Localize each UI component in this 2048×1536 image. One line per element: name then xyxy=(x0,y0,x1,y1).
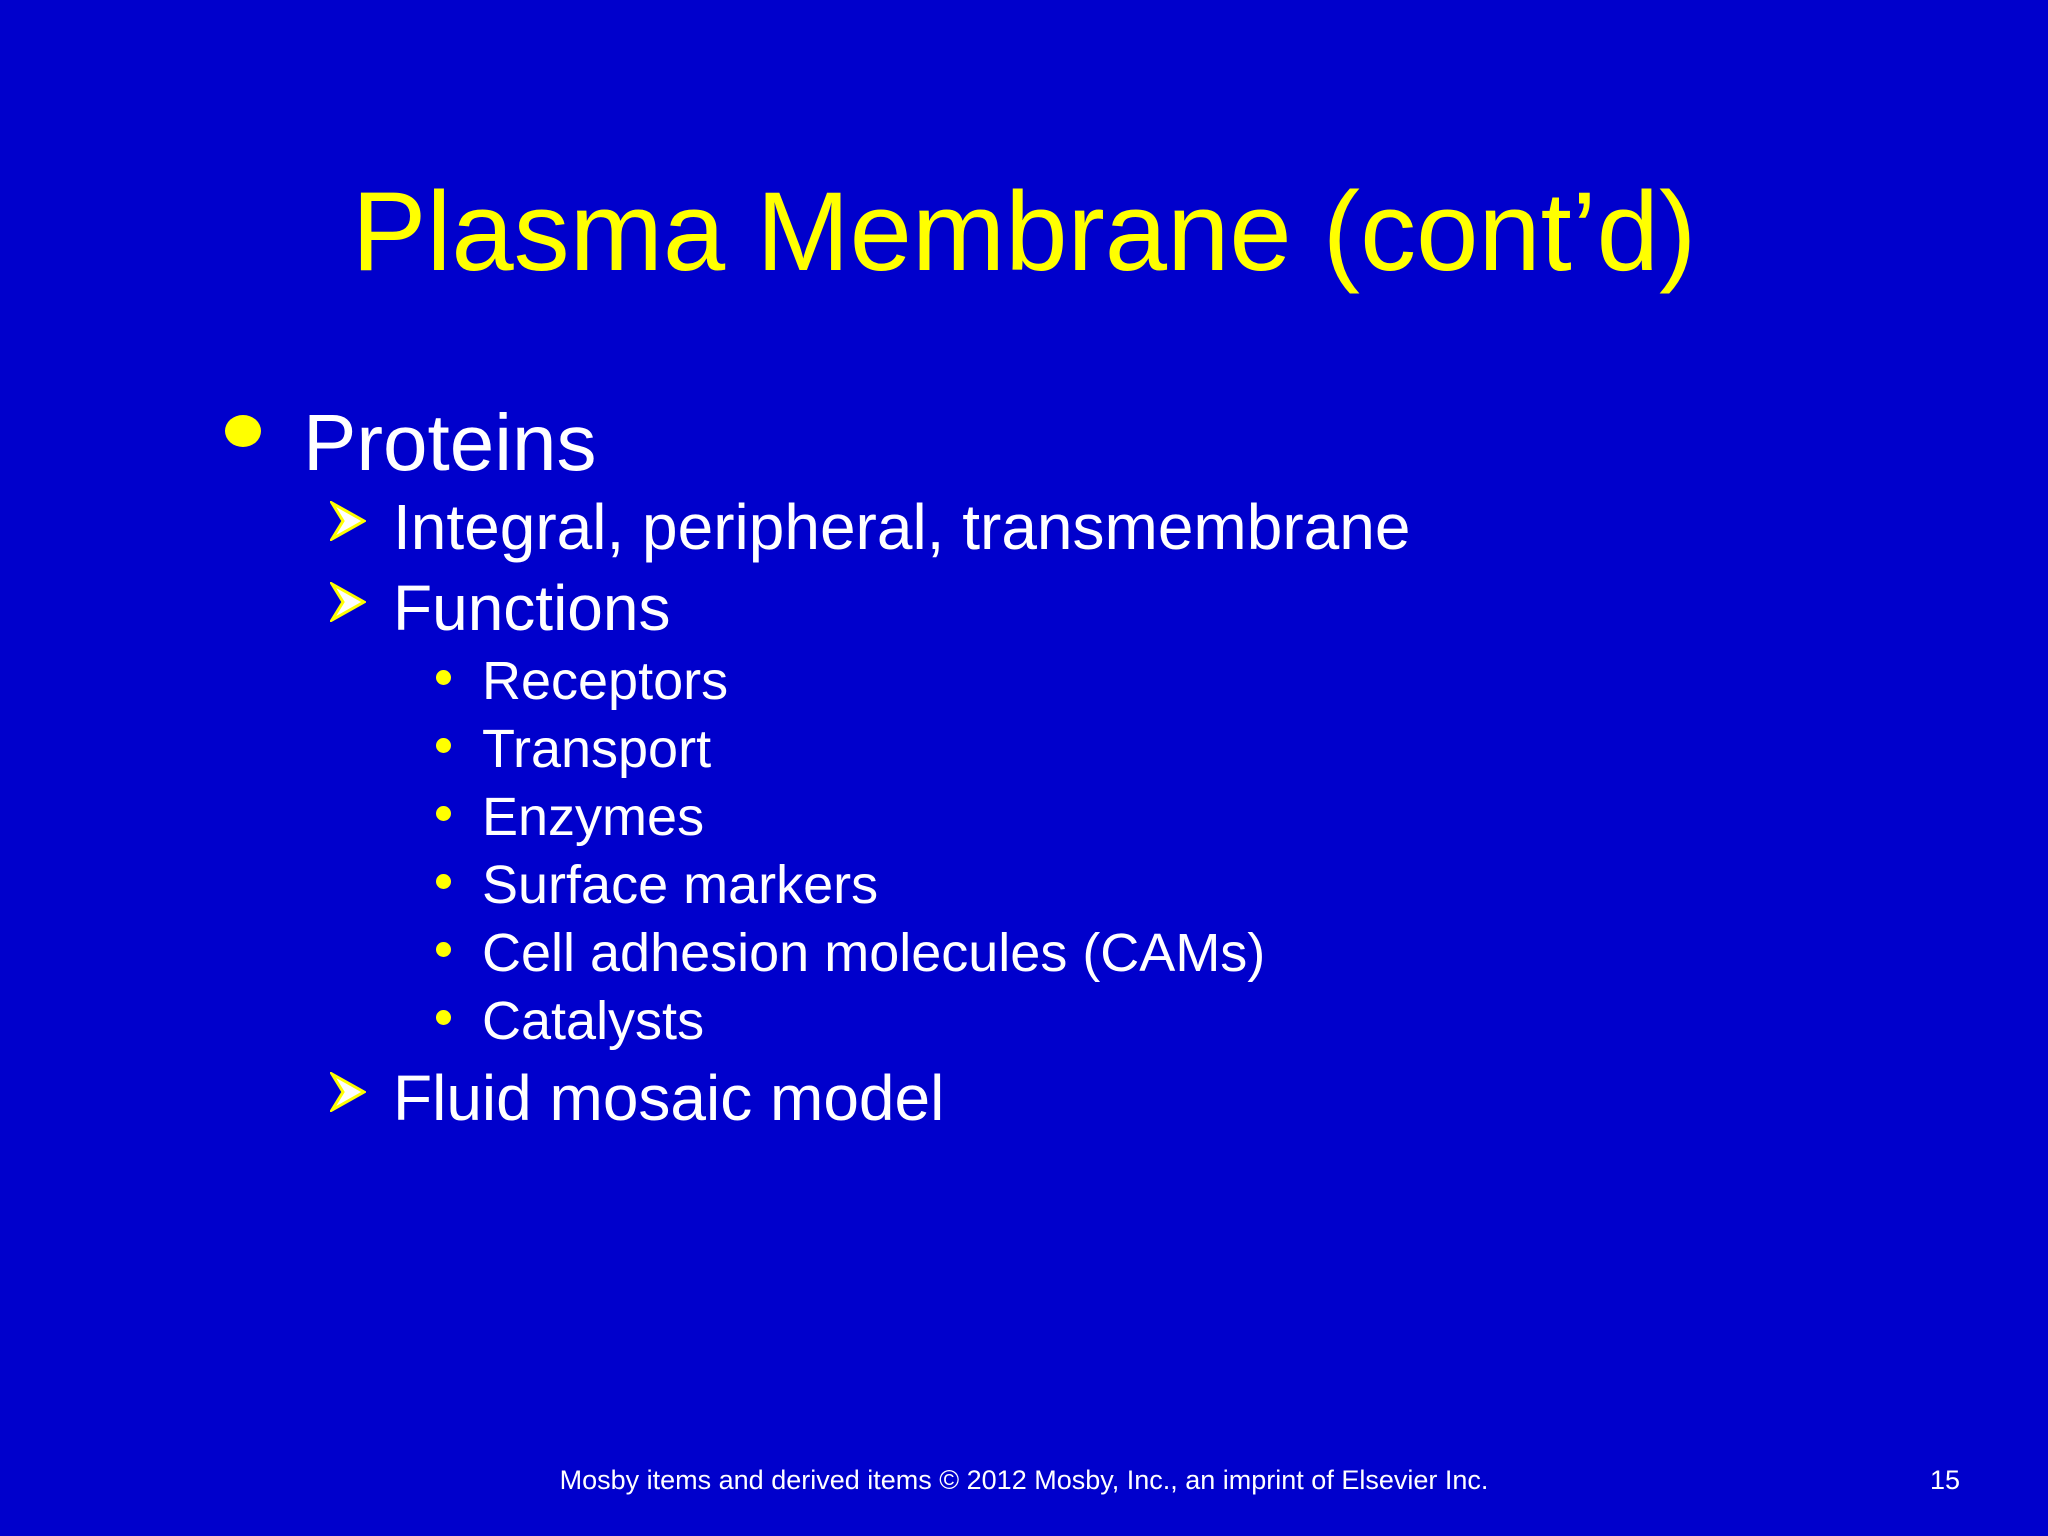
function-label: Surface markers xyxy=(482,855,879,915)
dot-bullet-icon xyxy=(436,806,451,821)
function-label: Receptors xyxy=(482,651,729,711)
slide-title: Plasma Membrane (cont’d) xyxy=(351,169,1697,294)
function-label: Transport xyxy=(482,719,712,779)
round-bullet-icon xyxy=(225,415,261,447)
function-label: Enzymes xyxy=(482,787,705,847)
page-number: 15 xyxy=(1929,1465,1960,1495)
dot-bullet-icon xyxy=(436,942,451,957)
function-label: Cell adhesion molecules (CAMs) xyxy=(482,923,1266,983)
bullet-label: Proteins xyxy=(303,398,597,487)
dot-bullet-icon xyxy=(436,738,451,753)
subitem-label: Functions xyxy=(393,572,671,644)
subitem-label: Integral, peripheral, transmembrane xyxy=(393,491,1411,563)
arrowhead-bullet-icon xyxy=(330,1072,366,1112)
subitem-label: Fluid mosaic model xyxy=(393,1062,945,1134)
function-label: Catalysts xyxy=(482,991,705,1051)
arrowhead-bullet-icon xyxy=(330,501,366,541)
copyright-footer: Mosby items and derived items © 2012 Mosby, Inc., an imprint of Elsevier Inc. xyxy=(559,1465,1489,1495)
arrowhead-bullet-icon xyxy=(330,582,366,622)
dot-bullet-icon xyxy=(436,1010,451,1025)
dot-bullet-icon xyxy=(436,874,451,889)
dot-bullet-icon xyxy=(436,670,451,685)
